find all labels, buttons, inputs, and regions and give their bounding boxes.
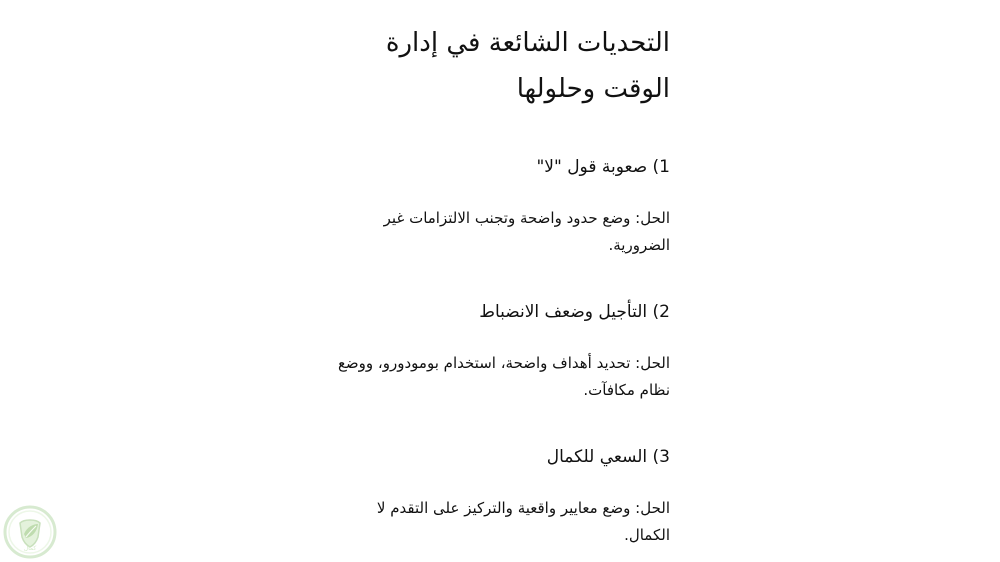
challenge-solution-1: الحل: وضع حدود واضحة وتجنب الالتزامات غير الضرورية. <box>383 209 670 254</box>
challenge-heading-3: 3) السعي للكمال <box>546 447 670 467</box>
challenge-heading-1: 1) صعوبة قول "لا" <box>536 157 670 177</box>
slide-title: التحديات الشائعة في إدارة الوقت وحلولها <box>385 28 670 104</box>
slide-content <box>330 20 670 549</box>
watermark-text: كمال <box>23 545 37 552</box>
challenge-solution-3: الحل: وضع معايير واقعية والتركيز على التقدم لا الكمال. <box>376 499 670 544</box>
challenge-heading-2: 2) التأجيل وضعف الانضباط <box>479 302 670 322</box>
challenge-solution-2: الحل: تحديد أهداف واضحة، استخدام بومودورو، ووضع نظام مكافآت. <box>337 354 670 399</box>
